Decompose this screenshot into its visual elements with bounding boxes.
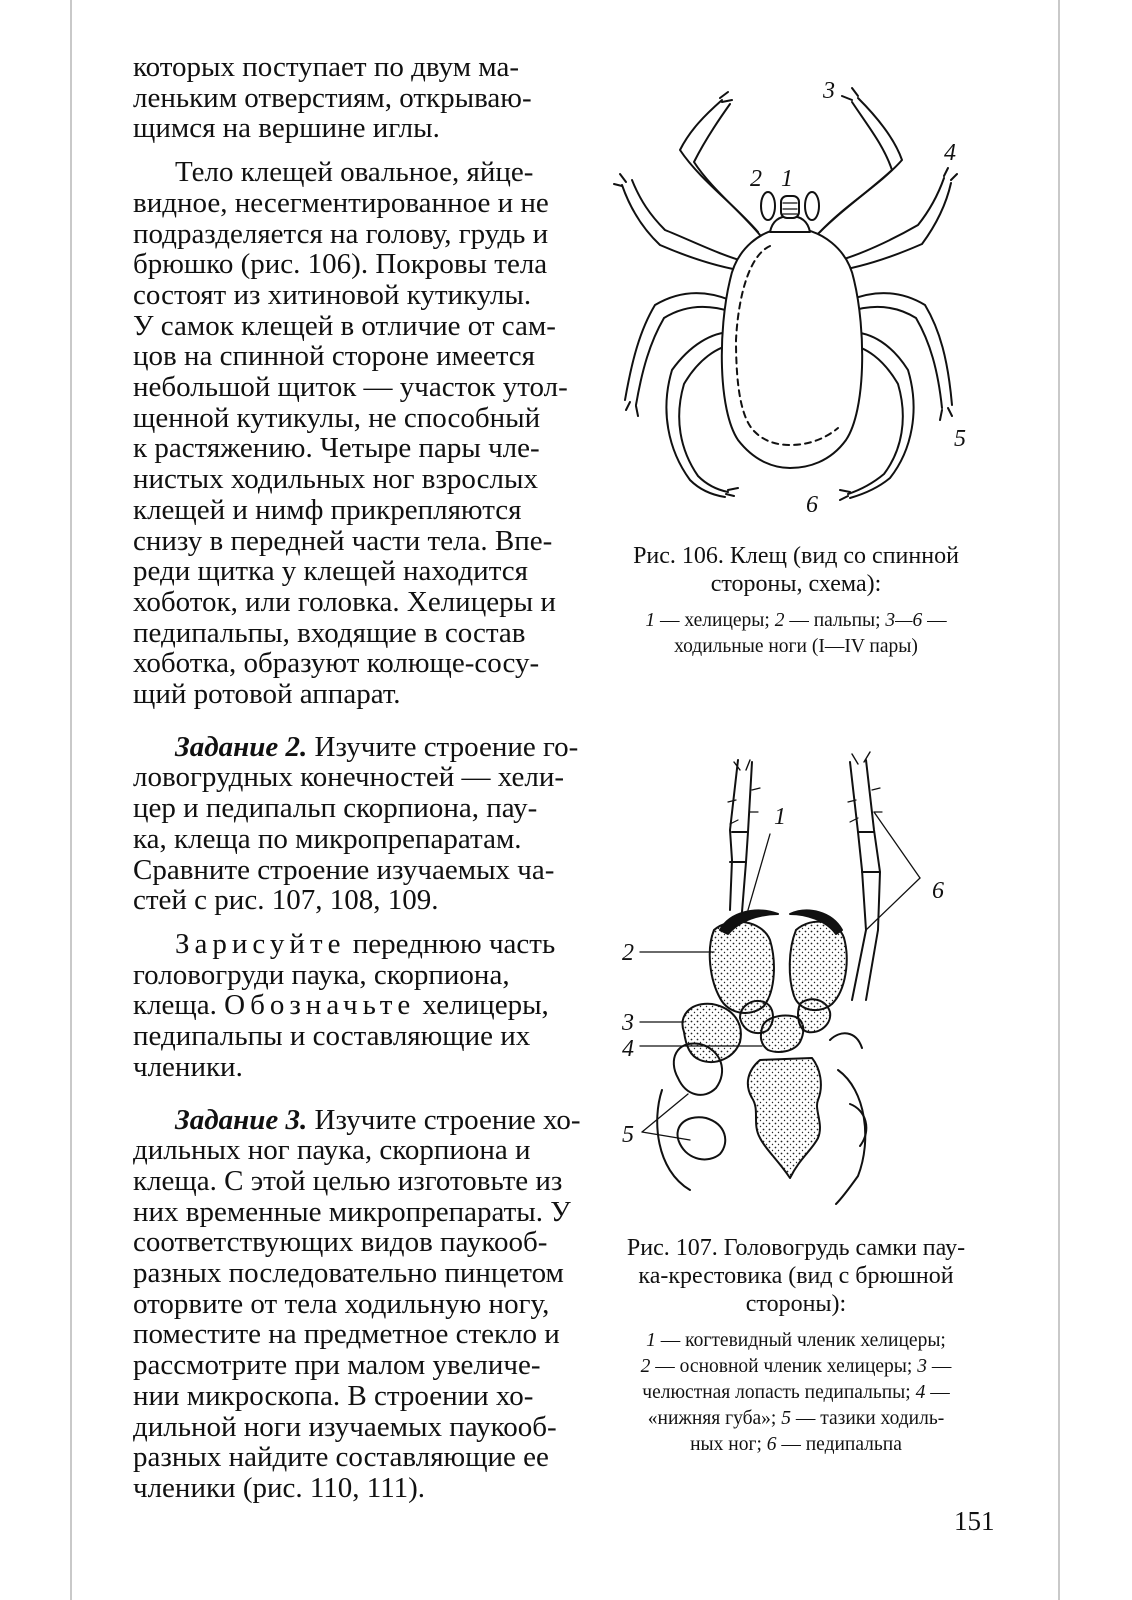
palp-right <box>805 192 819 220</box>
pedipalp-right <box>850 760 880 1000</box>
leader-6b <box>866 878 920 930</box>
task-3-text: Изучите строение хо- дильных ног паука, скорпиона и клеща. С этой целью изготовьте из них временные микропрепараты. У соответствующих видов паукооб- разных последовательно пинцетом оторвите от тела ходильную ногу, поместите на предметное стекло и рассмотрите при малом увеличе- нии микроскопа. В строении хо- дильной ноги изучаемых паукооб- разных найдите составляющие ее членики (рис. 110, 111). <box>133 1103 581 1504</box>
chelicera-basal-left <box>710 922 774 1013</box>
figure-106-legend: 1 — хелицеры; 2 — пальпы; 3—6 — ходильные ноги (I—IV пары) <box>645 610 947 657</box>
chelicerae <box>781 196 799 218</box>
fig107-label-1: 1 <box>774 804 786 830</box>
leg-4-right <box>834 178 944 262</box>
task-2-paragraph <box>133 732 585 916</box>
draw-verb: Зарисуйте <box>175 927 346 960</box>
fig107-label-3: 3 <box>622 1010 634 1036</box>
pedipalp-left <box>730 760 752 912</box>
fig106-label-2: 2 <box>750 166 762 192</box>
fig107-label-2: 2 <box>622 940 634 966</box>
drawing-instructions <box>133 929 585 1083</box>
figure-107-spider-diagram <box>600 740 1000 1210</box>
leader-1 <box>748 834 770 910</box>
task-2-heading: Задание 2. <box>175 730 308 763</box>
figure-107-legend: 1 — когтевидный членик хелицеры; 2 — основной членик хелицеры; 3 — челюстная лопасть педипальпы; 4 — «нижняя губа»; 5 — тазики ходиль- ных ног; 6 — педипальпа <box>640 1330 952 1455</box>
paragraph-2: Тело клещей овальное, яйце- видное, несегментированное и не подразделяется на голову, грудь и брюшко (рис. 106). Покровы тела состоят из хитиновой кутикулы. У самок клещей в отличие от сам- цов на спинной стороне имеется небольшой щиток — участок утол- щенной кутикулы, не способный к растяжению. Четыре пары чле- нистых ходильных ног взрослых клещей и нимф прикрепляются снизу в передней части тела. Впе- реди щитка у клещей находится хоботок, или головка. Хелицеры и педипальпы, входящие в состав хоботка, образуют колюще-сосу- щий ротовой аппарат. <box>133 156 568 711</box>
leader-5b <box>642 1132 690 1140</box>
fig106-label-5: 5 <box>954 426 966 452</box>
draw-text-2: хелицеры, педипальпы и составляющие их членики. <box>133 989 549 1083</box>
fig106-label-3: 3 <box>823 78 835 104</box>
fig107-label-5: 5 <box>622 1122 634 1148</box>
body-outline-right <box>836 1070 865 1204</box>
fig106-label-1: 1 <box>781 166 793 192</box>
sternum <box>748 1058 821 1178</box>
figure-107-caption: Рис. 107. Головогрудь самки пау- ка-крестовика (вид с брюшной стороны): <box>626 1235 966 1317</box>
maxilla-left <box>682 1004 740 1062</box>
figure-106-tick-diagram <box>600 70 1000 530</box>
figure-106-caption: Рис. 106. Клещ (вид со спинной стороны, схема): <box>633 543 959 597</box>
label-verb: Обозначьте <box>224 989 416 1022</box>
tick-body <box>722 228 862 468</box>
fig106-label-6: 6 <box>806 492 818 518</box>
task-3-paragraph <box>133 1105 585 1504</box>
task-2-text: Изучите строение го- ловогрудных конечностей — хели- цер и педипальп скорпиона, пау- ка, клеща по микропрепаратам. Сравните строение изучаемых ча- стей с рис. 107, 108, 109. <box>133 730 579 917</box>
paragraph-1: которых поступает по двум ма- леньким отверстиям, открываю- щимся на вершине иглы. <box>133 51 532 145</box>
page-number: 151 <box>954 1506 995 1536</box>
page-edge-right <box>1058 0 1060 1600</box>
fig107-label-4: 4 <box>622 1036 634 1062</box>
page-edge-left <box>70 0 72 1600</box>
body-text <box>133 52 585 1504</box>
leader-5a <box>642 1094 688 1132</box>
leg-4-left <box>632 180 746 262</box>
palp-left <box>761 192 775 220</box>
fig106-label-4: 4 <box>944 140 956 166</box>
draw-text-1: переднюю часть головогруди паука, скорпиона, клеща. <box>133 927 556 1022</box>
coxa-left-lower <box>678 1117 726 1159</box>
fig107-label-6: 6 <box>932 878 944 904</box>
body-outline-left <box>657 1090 690 1190</box>
chelicera-basal-right <box>790 922 847 1011</box>
task-3-heading: Задание 3. <box>175 1103 308 1136</box>
leader-6a <box>874 812 920 878</box>
